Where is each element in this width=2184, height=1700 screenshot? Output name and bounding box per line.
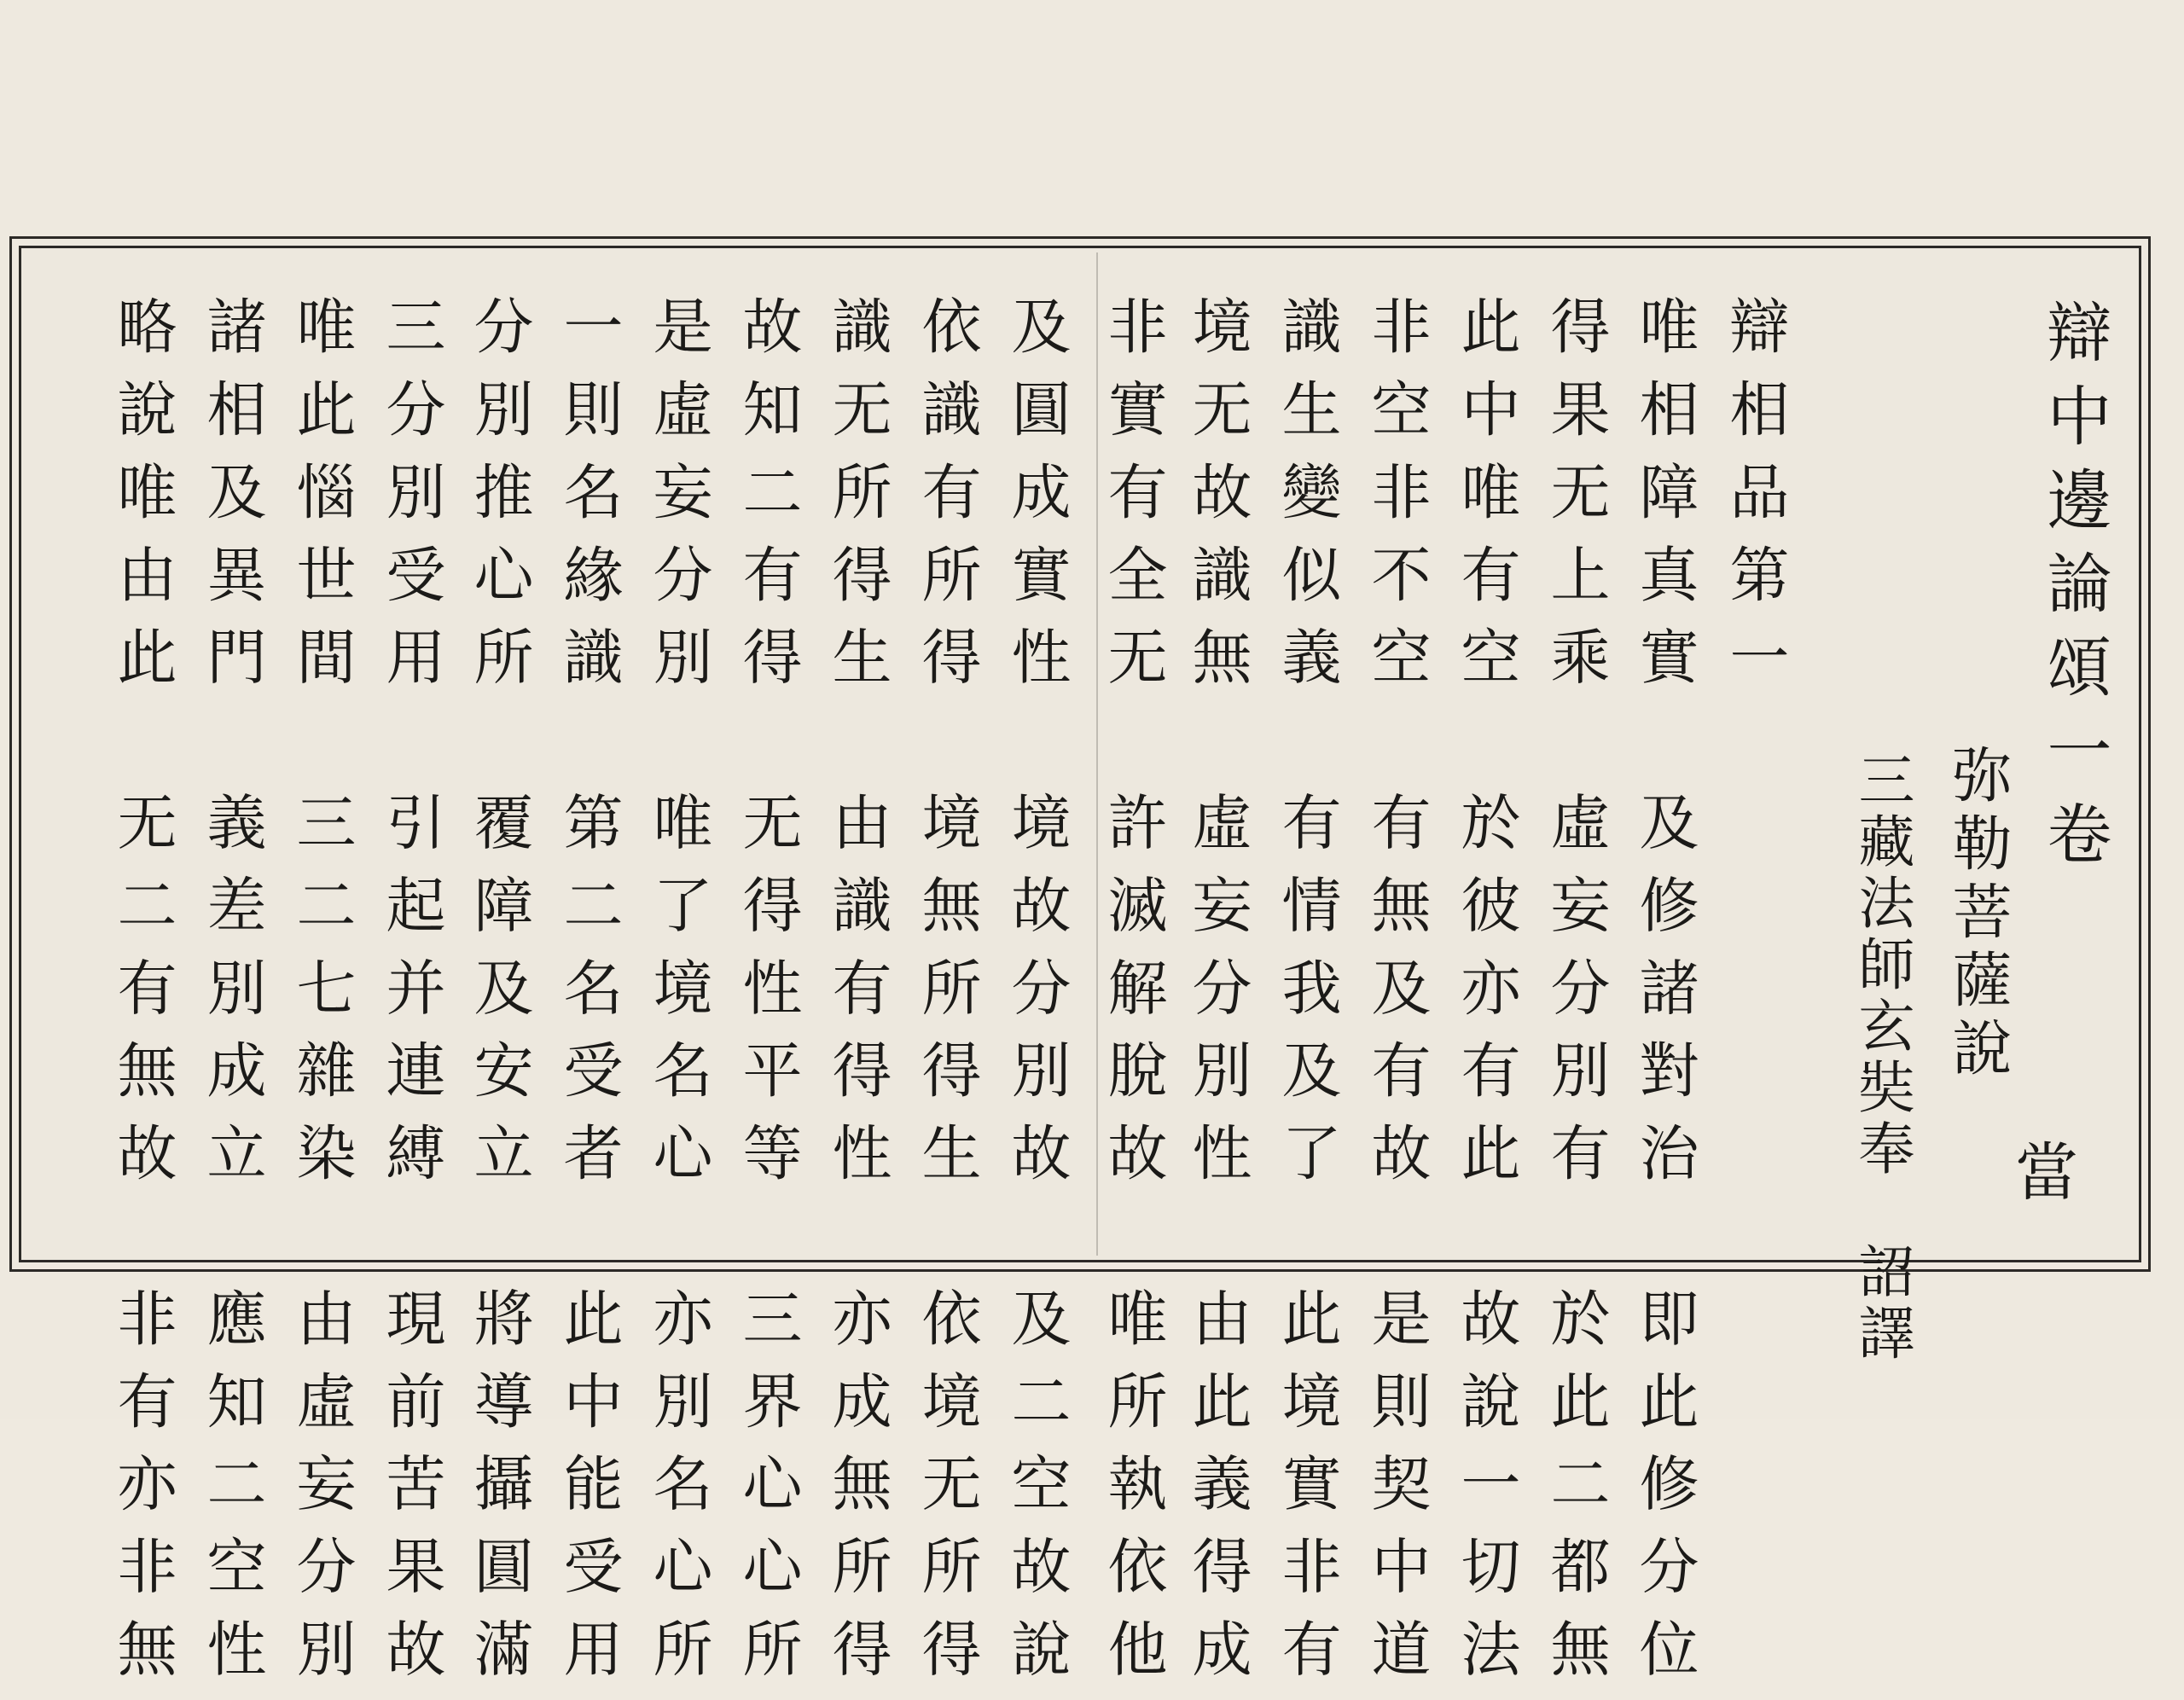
sutra-title: 辯中邊論頌一卷 [2036, 299, 2112, 884]
verse-column-8: 及圓成實性 境故分別故 及二空故說 [1002, 295, 1072, 1700]
margin-mark: 當 [2015, 1136, 2078, 1210]
verse-column-5: 識生變似義 有情我及了 此境實非有 [1272, 295, 1342, 1700]
verse-column-11: 故知二有得 无得性平等 三界心心所 [733, 295, 803, 1700]
verse-column-1: 唯相障真實 及修諸對治 即此修分位 [1629, 295, 1699, 1700]
verse-column-12: 是虛妄分別 唯了境名心 亦別名心所 [643, 295, 713, 1700]
verse-column-7: 非實有全无 許滅解脫故 唯所執依他 [1098, 295, 1168, 1700]
translator-line: 三藏法師玄奘奉 詔譯 [1849, 751, 1914, 1365]
verse-column-16: 唯此惱世間 三二七雜染 由虛妄分別 [287, 295, 357, 1700]
verse-column-6: 境无故識無 虛妄分別性 由此義得成 [1182, 295, 1252, 1700]
verse-column-9: 依識有所得 境無所得生 依境无所得 [912, 295, 982, 1700]
author-line: 弥勒菩薩說 [1943, 744, 2013, 1085]
verse-column-3: 此中唯有空 於彼亦有此 故說一切法 [1451, 295, 1521, 1700]
verse-column-14: 分別推心所 覆障及安立 將導攝圓滿 [464, 295, 534, 1700]
chapter-heading: 辯相品第一 [1720, 295, 1790, 709]
verse-column-17: 諸相及異門 義差別成立 應知二空性 [197, 295, 267, 1700]
verse-column-10: 識无所得生 由識有得性 亦成無所得 [822, 295, 892, 1700]
verse-column-2: 得果无上乘 虛妄分別有 於此二都無 [1541, 295, 1611, 1700]
verse-column-18: 略說唯由此 无二有無故 非有亦非無 [107, 295, 177, 1700]
verse-column-4: 非空非不空 有無及有故 是則契中道 [1362, 295, 1432, 1700]
verse-column-15: 三分別受用 引起并連縛 現前苦果故 [376, 295, 446, 1700]
verse-column-13: 一則名緣識 第二名受者 此中能受用 [554, 295, 624, 1700]
